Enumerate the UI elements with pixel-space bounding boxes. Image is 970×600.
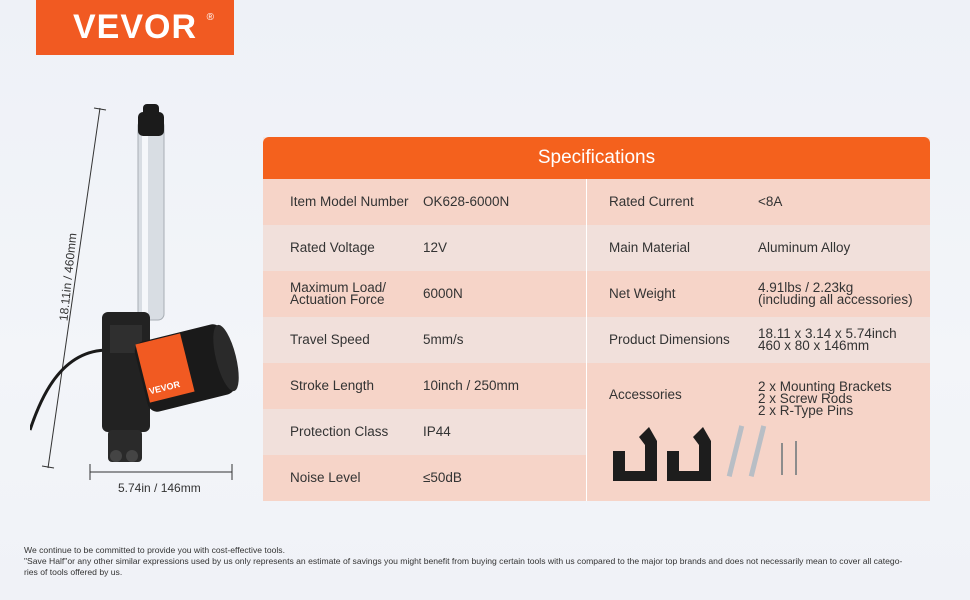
spec-row [263,225,586,271]
width-dimension-label: 5.74in / 146mm [118,481,201,495]
spec-row-accessories [587,363,930,501]
spec-value: <8A [758,194,783,209]
footnote-line: We continue to be committed to provide you with cost-effective tools. [24,545,285,555]
spec-label: Product Dimensions [609,332,730,347]
spec-label: Main Material [609,240,691,255]
spec-value: 12V [423,240,448,255]
registered-mark: ® [206,12,214,23]
spec-value: 2 x Mounting Brackets 2 x Screw Rods 2 x R-Type Pins [758,379,892,418]
spec-label: Accessories [609,387,682,402]
spec-value: 5mm/s [423,332,464,347]
vevor-logo [36,0,234,55]
spec-row [263,409,586,455]
accessories-image [609,421,809,489]
spec-row [263,455,586,501]
spec-value: 10inch / 250mm [423,378,520,393]
spec-row [587,317,930,363]
spec-label: Noise Level [290,470,361,485]
spec-value: 6000N [423,286,463,301]
height-dimension-label: 18.11in / 460mm [56,232,80,322]
spec-label: Item Model Number [290,194,409,209]
specifications-grid [263,179,930,501]
spec-row [263,179,586,225]
spec-label: Maximum Load/ Actuation Force [290,280,387,307]
actuator-rod [138,120,164,320]
spec-label: Rated Voltage [290,240,375,255]
spec-value: OK628-6000N [423,194,510,209]
brand-name: VEVOR [72,8,198,46]
spec-row [263,317,586,363]
spec-row [263,363,586,409]
spec-label: Travel Speed [290,332,370,347]
specifications-title: Specifications [263,137,930,179]
height-dimension-line [48,108,100,468]
spec-value: Aluminum Alloy [758,240,851,255]
spec-value: IP44 [423,424,451,439]
spec-row [587,271,930,317]
spec-label: Net Weight [609,286,676,301]
footnote-line: "Save Half"or any other similar expressions used by us only represents an estimate of savings you might benefit from buying certain tools with us compared to the major top brands and does not necessarily mean to cover all catego- [24,556,903,566]
spec-row [263,271,586,317]
spec-value: 18.11 x 3.14 x 5.74inch 460 x 80 x 146mm [758,326,897,353]
spec-value: 4.91lbs / 2.23kg (including all accessories) [758,280,913,307]
disclaimer-footnote [24,545,954,578]
spec-row [587,225,930,271]
footnote-line: ries of tools offered by us. [24,567,123,577]
svg-text:VEVOR: VEVOR [148,379,182,397]
specifications-table [263,137,930,501]
spec-value: ≤50dB [423,470,462,485]
spec-row [587,179,930,225]
spec-label: Rated Current [609,194,694,209]
spec-label: Protection Class [290,424,389,439]
spec-label: Stroke Length [290,378,375,393]
